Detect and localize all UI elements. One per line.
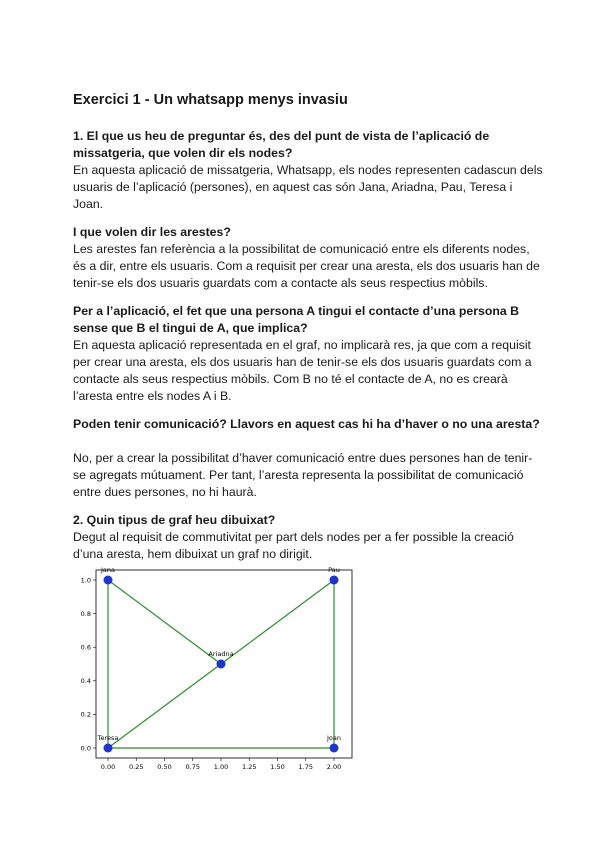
y-tick-label: 1.0 bbox=[80, 576, 91, 585]
graph-edge bbox=[108, 664, 221, 748]
question-heading-1: 1. El que us heu de preguntar és, des del punt de vista de l’aplicació de missatgeria, que volen dir els nodes? bbox=[73, 129, 490, 160]
document-title: Exercici 1 - Un whatsapp menys invasiu bbox=[73, 92, 348, 108]
question-heading-5: 2. Quin tipus de graf heu dibuixat? bbox=[73, 513, 276, 527]
graph-edge bbox=[221, 580, 334, 664]
question-heading-4: Poden tenir comunicació? Llavors en aquest cas hi ha d’haver o no una aresta? bbox=[73, 417, 540, 431]
graph-node bbox=[330, 576, 339, 585]
graph-edge bbox=[108, 580, 221, 664]
question-heading-2: I que volen dir les arestes? bbox=[73, 225, 231, 239]
y-tick-label: 0.0 bbox=[80, 744, 91, 753]
graph-node bbox=[104, 576, 113, 585]
node-label: Pau bbox=[328, 566, 340, 574]
y-tick-label: 0.4 bbox=[80, 677, 91, 686]
node-labels-layer bbox=[97, 566, 341, 742]
x-tick-label: 1.00 bbox=[213, 763, 229, 771]
answer-paragraph-2: Les arestes fan referència a la possibilitat de comunicació entre els diferents nodes, és a dir, entre els usuaris. Com a requisit per crear una aresta, els dos usuaris han de tenir-se els dos usuaris guardats com a contacte als seus respectius mòbils. bbox=[73, 242, 540, 290]
nodes-layer bbox=[104, 576, 339, 753]
graph-node bbox=[217, 660, 226, 669]
y-tick-label: 0.6 bbox=[80, 643, 91, 652]
node-label: Ariadna bbox=[208, 650, 234, 658]
y-axis-ticks bbox=[81, 576, 96, 752]
x-tick-label: 1.25 bbox=[242, 763, 257, 771]
answer-paragraph-5: Degut al requisit de commutivitat per part dels nodes per a fer possible la creació d’una aresta, hem dibuixat un graf no dirigit. bbox=[73, 530, 514, 561]
graph-node bbox=[330, 744, 339, 753]
y-tick-label: 0.2 bbox=[80, 710, 91, 719]
x-tick-label: 1.75 bbox=[298, 763, 313, 771]
x-tick-label: 0.00 bbox=[100, 763, 116, 771]
y-tick-label: 0.8 bbox=[80, 609, 91, 618]
x-tick-label: 0.75 bbox=[185, 763, 200, 771]
x-tick-label: 0.25 bbox=[129, 763, 144, 771]
answer-paragraph-3: En aquesta aplicació representada en el graf, no implicarà res, ja que com a requisit per crear una aresta, els dos usuaris han de tenir-se els dos usuaris guardats com a contacte als seus respectius mòbils. Com B no té el contacte de A, no es crearà l’aresta entre els nodes A i B. bbox=[73, 338, 532, 403]
graph-node bbox=[104, 744, 113, 753]
node-label: Joan bbox=[327, 734, 341, 742]
answer-paragraph-1: En aquesta aplicació de missatgeria, Whatsapp, els nodes representen cadascun dels usuaris de l’aplicació (persones), en aquest cas són Jana, Ariadna, Pau, Teresa i Joan. bbox=[73, 163, 543, 211]
network-graph-figure bbox=[74, 562, 374, 774]
x-axis-ticks bbox=[101, 758, 341, 771]
node-label: Teresa bbox=[97, 734, 119, 742]
node-label: Jana bbox=[100, 566, 116, 574]
x-tick-label: 2.00 bbox=[326, 763, 342, 771]
answer-paragraph-4: No, per a crear la possibilitat d’haver comunicació entre dues persones han de tenir-se agregats mútuament. Per tant, l’aresta representa la possibilitat de comunicació entre dues persones, no hi haurà. bbox=[73, 451, 533, 499]
question-heading-3: Per a l’aplicació, el fet que una persona A tingui el contacte d’una persona B sense que B el tingui de A, que implica? bbox=[73, 304, 519, 335]
x-tick-label: 0.50 bbox=[157, 763, 172, 771]
x-tick-label: 1.50 bbox=[270, 763, 285, 771]
